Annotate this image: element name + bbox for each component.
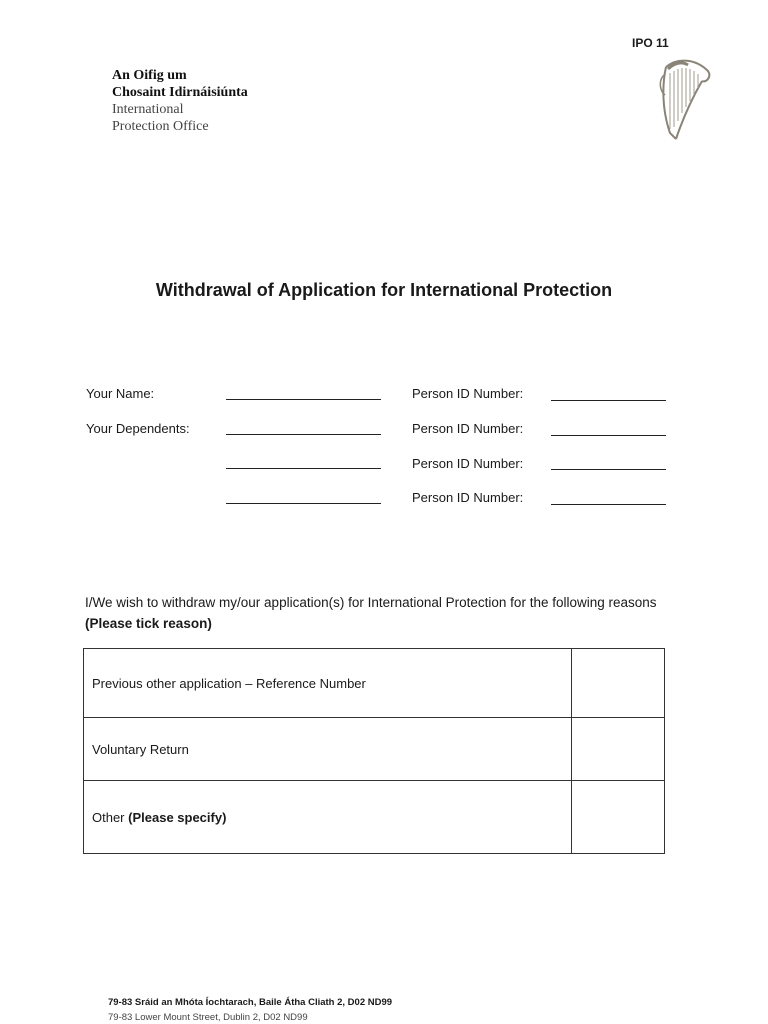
reason-label [84,781,572,854]
tick-box[interactable] [572,718,665,781]
person-id-label: Person ID Number: [412,490,524,505]
address-english: 79-83 Lower Mount Street, Dublin 2, D02 ND99 [108,1012,308,1023]
table-row [84,718,665,781]
dependent-name-field[interactable] [226,434,381,435]
reason-text: Previous other application – Reference Number [92,675,366,691]
your-dependents-label: Your Dependents: [86,421,190,436]
page-title: Withdrawal of Application for International Protection [155,280,613,300]
reason-text: Voluntary Return [92,741,189,757]
harp-icon [656,55,714,141]
person-id-label: Person ID Number: [412,421,524,436]
tick-box[interactable] [572,781,665,854]
person-id-field[interactable] [551,435,666,436]
person-id-label: Person ID Number: [412,456,524,471]
your-name-label: Your Name: [86,386,155,401]
reason-label [84,649,572,718]
reason-emphasis: (Please specify) [128,809,227,825]
address-irish: 79-83 Sráid an Mhóta Íochtarach, Baile Átha Cliath 2, D02 ND99 [108,997,393,1008]
org-name-english-line2: Protection Office [112,119,209,134]
person-id-field[interactable] [551,504,666,505]
dependent-name-field[interactable] [226,503,381,504]
tick-instruction: (Please tick reason) [85,616,212,631]
withdrawal-statement-text: I/We wish to withdraw my/our application(s) for International Protection for the following reasons [85,595,657,610]
reason-text: Other [92,809,125,825]
organisation-name [112,67,248,135]
person-id-label: Person ID Number: [412,386,524,401]
org-name-english-line1: International [112,102,184,117]
reasons-table [83,648,665,854]
form-code: IPO 11 [632,36,669,50]
table-row [84,649,665,718]
person-id-field[interactable] [551,469,666,470]
table-row [84,781,665,854]
dependent-name-field[interactable] [226,468,381,469]
your-name-field[interactable] [226,399,381,400]
tick-box[interactable] [572,649,665,718]
withdrawal-statement [85,592,685,634]
org-name-irish-line2: Chosaint Idirnáisiúnta [112,85,248,100]
org-name-irish-line1: An Oifig um [112,68,187,83]
reason-label [84,718,572,781]
person-id-field[interactable] [551,400,666,401]
